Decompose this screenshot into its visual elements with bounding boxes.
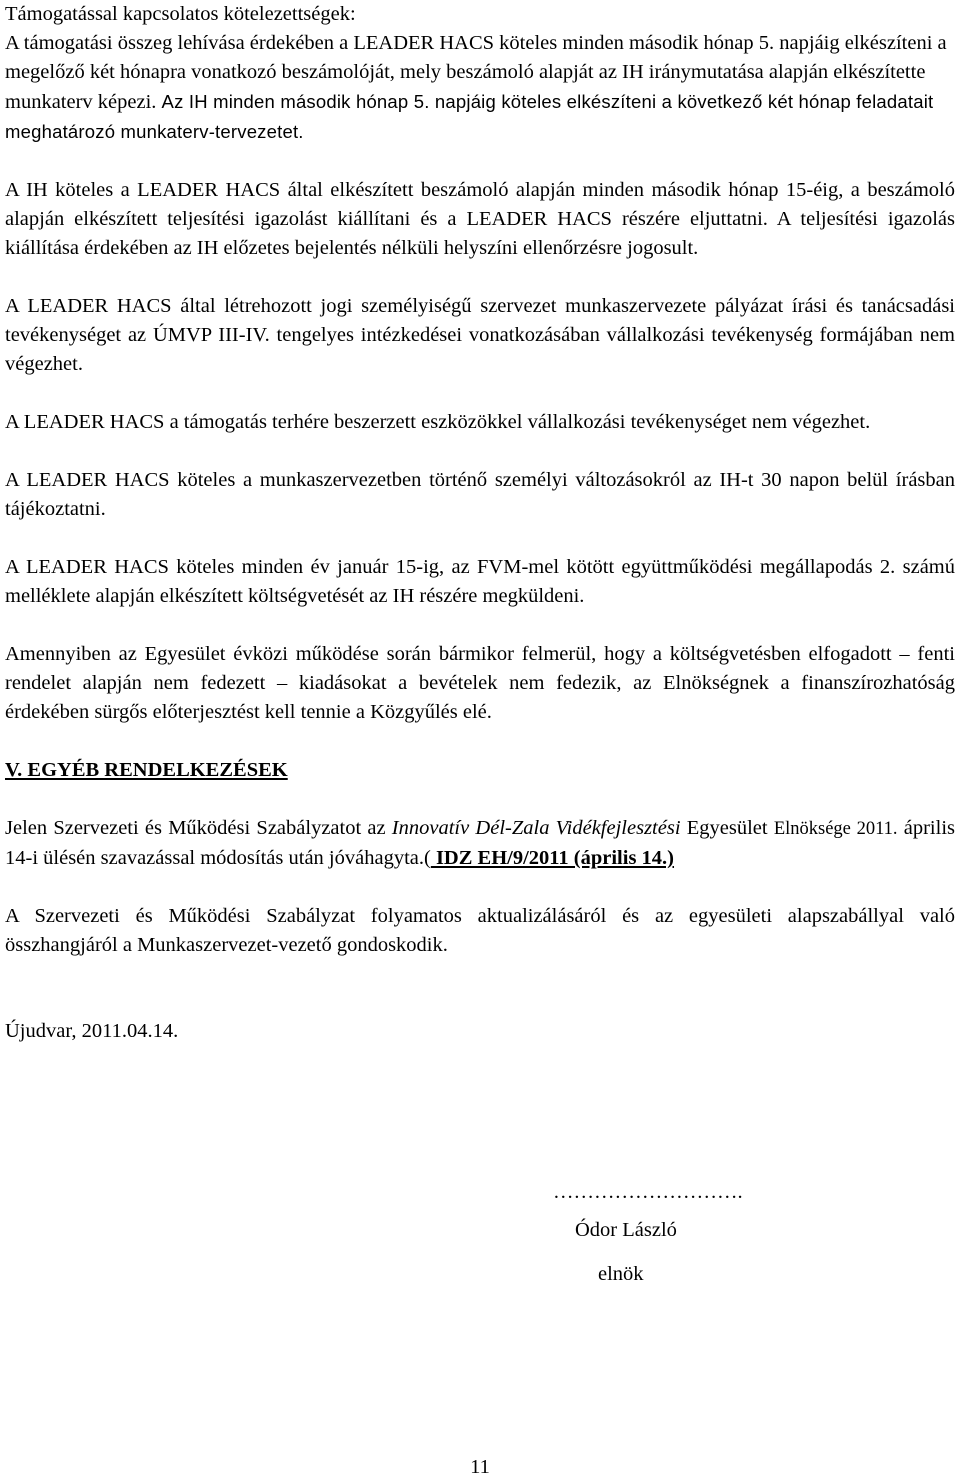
- paragraph-budget: A LEADER HACS köteles minden év január 15-ig, az FVM-mel kötött együttműködési megállapodás 2. számú melléklete alapján elkészített költségvetését az IH részére megküldeni.: [5, 556, 955, 607]
- adoption-text-4: április 14-i ülésén szavazással módosítás után jóváhagyta.(: [5, 817, 955, 869]
- signatory-title: elnök: [598, 1263, 644, 1285]
- intro-sentence-2: Az IH minden második hónap 5. napjáig köteles elkészíteni a következő két hónap feladatait meghatározó munkaterv-tervezetet.: [5, 91, 934, 142]
- intro-sentence-1: A támogatási összeg lehívása érdekében a LEADER HACS köteles minden második hónap 5. napjáig elkészíteni a megelőző két hónapra vonatkozó beszámolóját, mely beszámoló alapját az IH iránymutatása alapján elkészítette munkaterv képezi.: [5, 32, 947, 113]
- adoption-text-2: Egyesület: [680, 817, 774, 839]
- paragraph-financing: Amennyiben az Egyesület évközi működése során bármikor felmerül, hogy a költségvetésben elfogadott – fenti rendelet alapján nem fedezett – kiadásokat a bevételek nem fedezik, az Elnökségnek a finanszírozhatóság érdekében sürgős előterjesztést kell tennie a Közgyűlés elé.: [5, 643, 955, 723]
- maintenance-paragraph: A Szervezeti és Működési Szabályzat folyamatos aktualizálásáról és az egyesületi alapszabállyal való összhangjáról a Munkaszervezet-vezető gondoskodik.: [5, 905, 955, 956]
- signatory-name: Ódor László: [575, 1219, 677, 1241]
- adoption-reference: IDZ EH/9/2011 (április 14.): [430, 847, 675, 869]
- paragraph-work-organization: A LEADER HACS által létrehozott jogi személyiségű szervezet munkaszervezete pályázat írási és tanácsadási tevékenységet az ÚMVP III-IV. tengelyes intézkedései vonatkozásában vállalkozási tevékenység formájában nem végezhet.: [5, 295, 955, 375]
- paragraph-ih-certification: A IH köteles a LEADER HACS által elkészített beszámoló alapján minden második hónap 15-éig, a beszámoló alapján elkészített teljesítési igazolást kiállítani és a LEADER HACS részére eljuttatni. A teljesítési igazolás kiállítása érdekében az IH előzetes bejelentés nélküli helyszíni ellenőrzésre jogosult.: [5, 179, 955, 259]
- paragraph-assets: A LEADER HACS a támogatás terhére beszerzett eszközökkel vállalkozási tevékenységet nem végezhet.: [5, 411, 871, 433]
- organization-name: Innovatív Dél-Zala Vidékfejlesztési: [391, 817, 681, 839]
- intro-paragraph: [5, 0, 955, 147]
- page-number: 11: [470, 1456, 490, 1478]
- adoption-text-1: Jelen Szervezeti és Működési Szabályzatot az: [5, 817, 392, 839]
- place-date: Újudvar, 2011.04.14.: [5, 1020, 179, 1042]
- intro-heading: Támogatással kapcsolatos kötelezettségek:: [5, 3, 356, 25]
- adoption-paragraph: [5, 814, 955, 873]
- section-heading: V. EGYÉB RENDELKEZÉSEK: [5, 759, 288, 781]
- adoption-text-3: Elnöksége 2011.: [773, 819, 898, 839]
- paragraph-personnel-changes: A LEADER HACS köteles a munkaszervezetben történő személyi változásokról az IH-t 30 napon belül írásban tájékoztatni.: [5, 469, 955, 520]
- signature-line: ……………………….: [553, 1181, 743, 1203]
- document-page: [5, 0, 955, 1285]
